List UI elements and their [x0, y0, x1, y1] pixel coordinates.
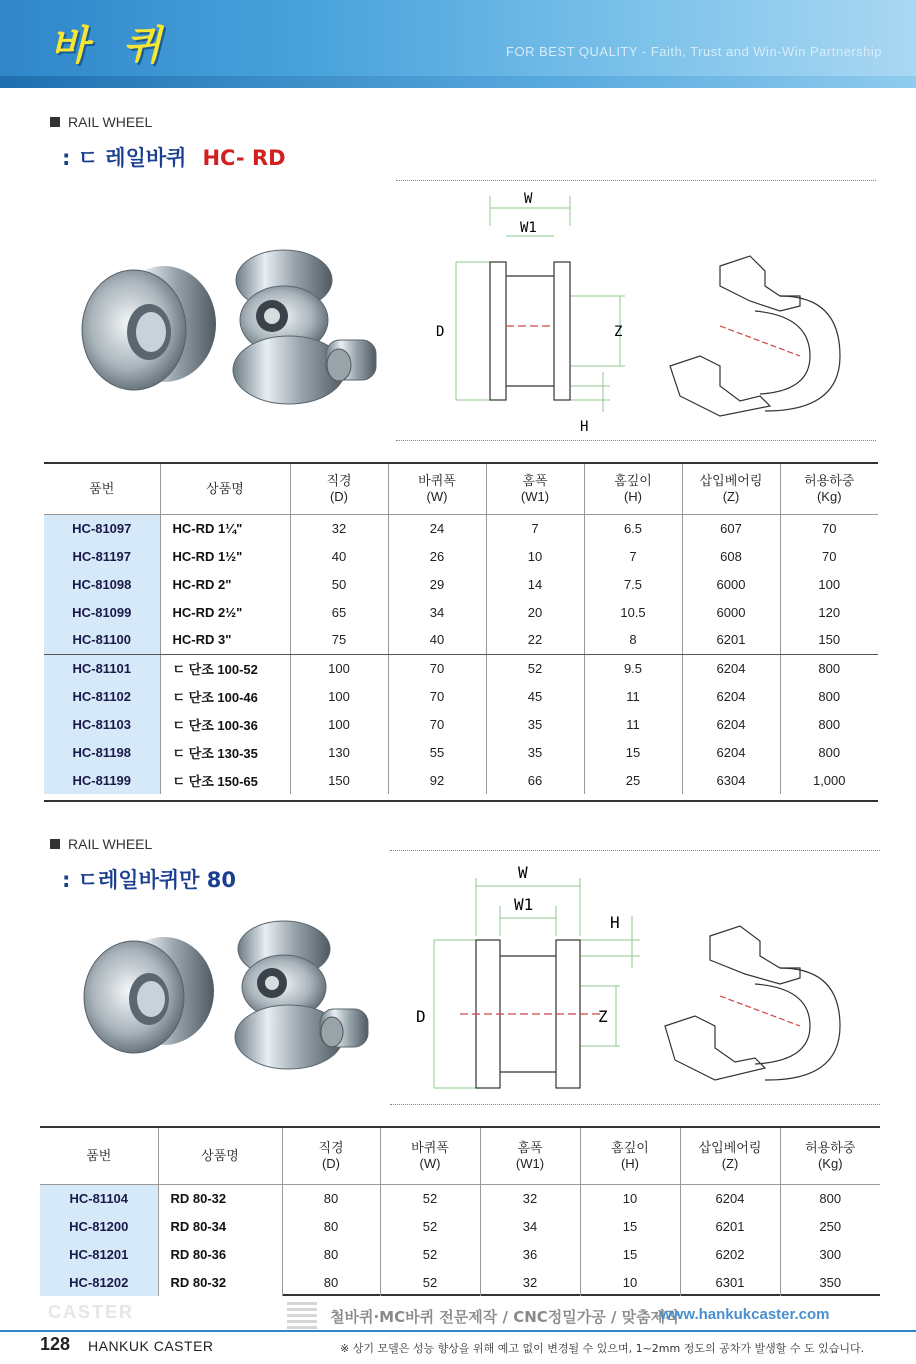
table-row — [44, 514, 878, 542]
spec-value: 11 — [584, 682, 682, 710]
product-name: HC-RD 3" — [160, 626, 290, 654]
spec-value: 6304 — [682, 766, 780, 794]
spec-value: 26 — [388, 542, 486, 570]
spec-table — [44, 464, 878, 794]
spec-value: 150 — [780, 626, 878, 654]
product-name: ㄷ 단조 100-52 — [160, 654, 290, 682]
svg-text:W1: W1 — [520, 220, 537, 236]
product-name: ㄷ 단조 100-46 — [160, 682, 290, 710]
divider — [396, 440, 876, 441]
part-number: HC-81099 — [44, 598, 160, 626]
page-title: 바 퀴 — [50, 23, 172, 69]
part-number: HC-81201 — [40, 1240, 158, 1268]
table-row — [40, 1212, 880, 1240]
spec-value: 70 — [388, 710, 486, 738]
spec-value: 52 — [380, 1268, 480, 1296]
column-header: 직경 (D) — [290, 464, 388, 514]
spec-value: 50 — [290, 570, 388, 598]
spec-value: 14 — [486, 570, 584, 598]
part-number: HC-81098 — [44, 570, 160, 598]
spec-value: 55 — [388, 738, 486, 766]
spec-value: 70 — [388, 682, 486, 710]
part-number: HC-81101 — [44, 654, 160, 682]
part-number: HC-81200 — [40, 1212, 158, 1240]
svg-text:D: D — [436, 324, 445, 340]
svg-text:Z: Z — [598, 1007, 608, 1026]
spec-value: 80 — [282, 1240, 380, 1268]
spec-value: 52 — [380, 1212, 480, 1240]
spec-value: 300 — [819, 1246, 842, 1262]
column-header: 허용하중 (Kg) — [780, 464, 878, 514]
spec-value: 350 — [819, 1274, 842, 1290]
table-row — [44, 738, 878, 766]
spec-value: 35 — [486, 738, 584, 766]
spec-value: 6201 — [680, 1212, 780, 1240]
product-name: RD 80-36 — [158, 1240, 282, 1268]
divider — [396, 180, 876, 181]
product-name: RD 80-32 — [158, 1268, 282, 1296]
spec-value: 800 — [818, 660, 841, 676]
spec-value: 120 — [818, 604, 841, 620]
spec-value: 608 — [682, 542, 780, 570]
spec-value: 11 — [584, 710, 682, 738]
spec-value: 10.5 — [584, 598, 682, 626]
spec-value: 8 — [584, 626, 682, 654]
part-number: HC-81102 — [44, 682, 160, 710]
spec-value: 9.5 — [584, 654, 682, 682]
footer-strip — [0, 1300, 916, 1330]
spec-value: 6202 — [680, 1240, 780, 1268]
footer-services: 철바퀴·MC바퀴 전문제작 / CNC정밀가공 / 맞춤제작 — [330, 1308, 680, 1326]
spec-value: 130 — [290, 738, 388, 766]
divider — [390, 1104, 880, 1105]
spec-value: 250 — [819, 1218, 842, 1234]
spec-value: 45 — [486, 682, 584, 710]
section1-label: RAIL WHEEL — [50, 114, 152, 130]
spec-table-1 — [44, 462, 878, 802]
part-number: HC-81198 — [44, 738, 160, 766]
section2-label: RAIL WHEEL — [50, 836, 152, 852]
qr-code-icon — [287, 1299, 317, 1329]
part-number: HC-81103 — [44, 710, 160, 738]
column-header: 홈폭 (W1) — [486, 464, 584, 514]
spec-value: 7 — [584, 542, 682, 570]
spec-value: 607 — [682, 514, 780, 542]
spec-value: 24 — [388, 514, 486, 542]
product-name: RD 80-34 — [158, 1212, 282, 1240]
spec-value: 10 — [580, 1268, 680, 1296]
spec-value: 6201 — [682, 626, 780, 654]
spec-value: 6301 — [680, 1268, 780, 1296]
spec-value: 800 — [818, 688, 841, 704]
table-row — [44, 682, 878, 710]
table-row — [44, 710, 878, 738]
table-row — [44, 626, 878, 654]
spec-value: 1,000 — [812, 772, 846, 788]
part-number: HC-81100 — [44, 626, 160, 654]
section2-title: : ㄷ레일바퀴만 80 — [62, 868, 236, 892]
spec-value: 80 — [282, 1212, 380, 1240]
column-header: 바퀴폭 (W) — [388, 464, 486, 514]
column-header: 상품명 — [160, 464, 290, 514]
wheel-photo — [54, 915, 384, 1100]
spec-value: 52 — [380, 1184, 480, 1212]
page-number: 128 — [40, 1334, 71, 1354]
table-row — [44, 654, 878, 682]
svg-text:H: H — [610, 913, 620, 932]
spec-value: 34 — [480, 1212, 580, 1240]
spec-value: 6204 — [682, 738, 780, 766]
model-code: HC- RD — [202, 146, 286, 170]
part-number: HC-81197 — [44, 542, 160, 570]
spec-value: 80 — [282, 1268, 380, 1296]
product-name: RD 80-32 — [158, 1184, 282, 1212]
section1-title: : ㄷ 레일바퀴 HC- RD — [62, 146, 286, 170]
spec-value: 35 — [486, 710, 584, 738]
product-name: ㄷ 단조 100-36 — [160, 710, 290, 738]
spec-value: 32 — [290, 514, 388, 542]
spec-value: 52 — [486, 654, 584, 682]
product-name: HC-RD 1¼" — [160, 514, 290, 542]
spec-value: 34 — [388, 598, 486, 626]
spec-value: 10 — [580, 1184, 680, 1212]
divider — [390, 850, 880, 851]
spec-value: 800 — [818, 744, 841, 760]
svg-text:W: W — [518, 863, 528, 882]
spec-value: 100 — [290, 682, 388, 710]
spec-value: 10 — [486, 542, 584, 570]
part-number: HC-81104 — [40, 1184, 158, 1212]
spec-table — [40, 1128, 880, 1296]
header-banner — [0, 0, 916, 88]
spec-table-2 — [40, 1126, 880, 1296]
spec-value: 75 — [290, 626, 388, 654]
spec-value: 800 — [819, 1190, 842, 1206]
spec-value: 15 — [580, 1240, 680, 1268]
square-bullet-icon — [50, 117, 60, 127]
svg-text:Z: Z — [614, 324, 623, 340]
spec-value: 6000 — [682, 598, 780, 626]
faint-brand: CASTER — [48, 1302, 135, 1322]
product-name: ㄷ 단조 150-65 — [160, 766, 290, 794]
table-row — [40, 1240, 880, 1268]
spec-value: 22 — [486, 626, 584, 654]
table-row — [40, 1184, 880, 1212]
spec-value: 100 — [290, 710, 388, 738]
spec-value: 32 — [480, 1184, 580, 1212]
column-header: 홈폭 (W1) — [480, 1128, 580, 1184]
spec-value: 65 — [290, 598, 388, 626]
svg-text:W: W — [524, 191, 533, 207]
part-number: HC-81097 — [44, 514, 160, 542]
spec-value: 25 — [584, 766, 682, 794]
part-number: HC-81199 — [44, 766, 160, 794]
svg-text:D: D — [416, 1007, 426, 1026]
spec-value: 32 — [480, 1268, 580, 1296]
spec-value: 15 — [580, 1212, 680, 1240]
spec-value: 15 — [584, 738, 682, 766]
product-name: HC-RD 1½" — [160, 542, 290, 570]
spec-value: 6204 — [680, 1184, 780, 1212]
spec-value: 29 — [388, 570, 486, 598]
column-header: 품번 — [40, 1128, 158, 1184]
column-header: 상품명 — [158, 1128, 282, 1184]
column-header: 홈깊이 (H) — [584, 464, 682, 514]
spec-value: 40 — [290, 542, 388, 570]
spec-value: 92 — [388, 766, 486, 794]
svg-text:W1: W1 — [514, 895, 534, 914]
spec-value: 70 — [388, 654, 486, 682]
svg-text:H: H — [580, 419, 589, 435]
spec-value: 100 — [818, 576, 841, 592]
spec-value: 80 — [282, 1184, 380, 1212]
table-row — [40, 1268, 880, 1296]
spec-value: 7.5 — [584, 570, 682, 598]
disclaimer-note: ※ 상기 모델은 성능 향상을 위해 예고 없이 변경될 수 있으며, 1~2mm 정도의 공차가 발생할 수 도 있습니다. — [340, 1342, 865, 1355]
company-name: HANKUK CASTER — [88, 1338, 214, 1354]
spec-value: 6204 — [682, 654, 780, 682]
slogan: FOR BEST QUALITY - Faith, Trust and Win-Win Partnership — [506, 44, 882, 59]
website-link[interactable]: www.hankukcaster.com — [660, 1306, 830, 1323]
spec-value: 20 — [486, 598, 584, 626]
table-row — [44, 570, 878, 598]
spec-value: 6000 — [682, 570, 780, 598]
part-number: HC-81202 — [40, 1268, 158, 1296]
column-header: 삽입베어링 (Z) — [682, 464, 780, 514]
spec-value: 70 — [822, 520, 837, 536]
spec-value: 70 — [822, 548, 837, 564]
column-header: 허용하중 (Kg) — [780, 1128, 880, 1184]
spec-value: 6204 — [682, 682, 780, 710]
spec-value: 66 — [486, 766, 584, 794]
spec-value: 800 — [818, 716, 841, 732]
spec-value: 100 — [290, 654, 388, 682]
column-header: 직경 (D) — [282, 1128, 380, 1184]
spec-value: 36 — [480, 1240, 580, 1268]
spec-value: 7 — [486, 514, 584, 542]
table-row — [44, 542, 878, 570]
spec-value: 52 — [380, 1240, 480, 1268]
product-name: HC-RD 2" — [160, 570, 290, 598]
spec-value: 6.5 — [584, 514, 682, 542]
wheel-photo — [54, 240, 394, 440]
column-header: 삽입베어링 (Z) — [680, 1128, 780, 1184]
spec-value: 6204 — [682, 710, 780, 738]
column-header: 품번 — [44, 464, 160, 514]
square-bullet-icon — [50, 839, 60, 849]
dimension-diagram — [400, 856, 890, 1101]
product-name: ㄷ 단조 130-35 — [160, 738, 290, 766]
spec-value: 150 — [290, 766, 388, 794]
dimension-diagram — [420, 186, 890, 436]
spec-value: 40 — [388, 626, 486, 654]
column-header: 홈깊이 (H) — [580, 1128, 680, 1184]
table-row — [44, 766, 878, 794]
product-name: HC-RD 2½" — [160, 598, 290, 626]
table-row — [44, 598, 878, 626]
column-header: 바퀴폭 (W) — [380, 1128, 480, 1184]
